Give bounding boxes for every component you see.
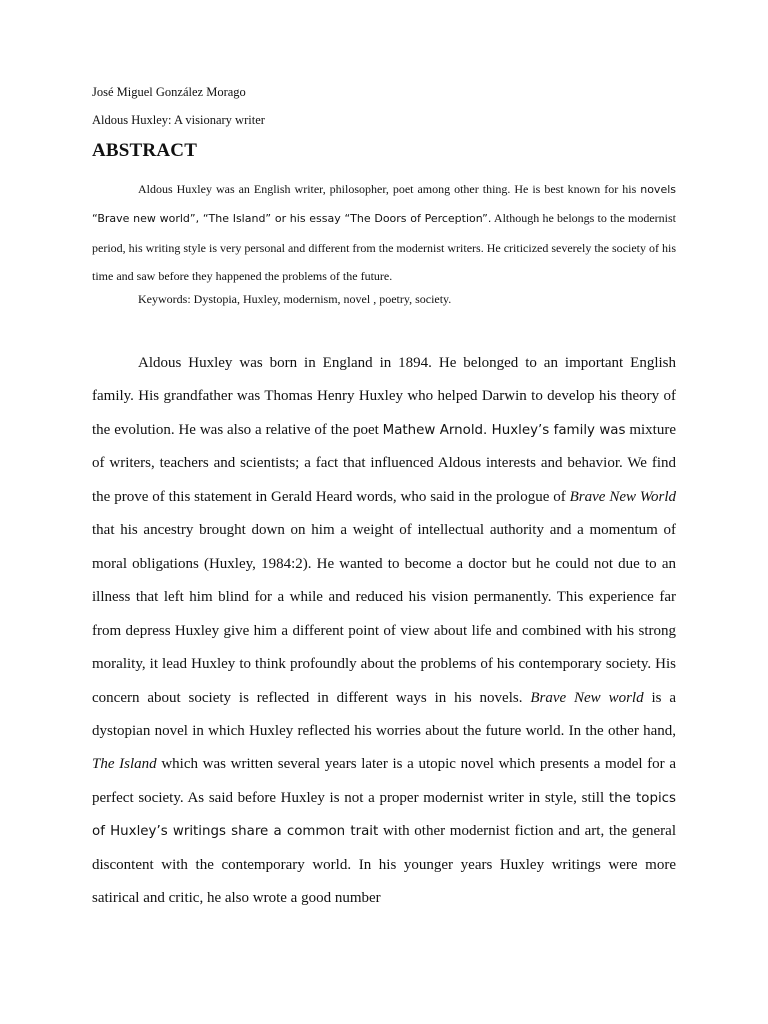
body-text-5: is a dystopian novel in which Huxley reflected his worries about the future world. In the other hand,	[92, 689, 676, 739]
body-italic-2: Brave New world	[530, 689, 644, 706]
body-text-8: with other modernist fiction and art, the general discontent with the contemporary world. In his younger years Huxley writings were more satirical and critic, he also wrote a good number	[92, 823, 676, 907]
author-name: José Miguel González Morago	[92, 85, 246, 99]
body-text-1: Aldous Huxley was born in England in 1894. He belonged to an important English family. His grandfather was Thomas Henry Huxley who helped Darwin to develop his theory of the evolution. He was also a relative of the poet	[92, 355, 676, 438]
body-text-3: mixture of writers, teachers and scientists; a fact that influenced Aldous interests and behavior. We find the prove of this statement in Gerald Heard words, who said in the prologue of	[92, 421, 677, 505]
body-text-4: that his ancestry brought down on him a weight of intellectual authority and a momentum of moral obligations (Huxley, 1984:2). He wanted to become a doctor but he could not due to an illness that left him blind for a while and reduced his vision permanently. This experience far from depress Huxley give him a different point of view about life and combined with his strong morality, it lead Huxley to think profoundly about the problems of his contemporary society. His concern about society is reflected in different ways in his novels.	[92, 522, 676, 706]
abstract-paragraph	[92, 175, 676, 290]
body-italic-3: The Island	[92, 756, 157, 773]
body-italic-1: Brave New World	[569, 488, 677, 505]
document-title: Aldous Huxley: A visionary writer	[92, 113, 265, 127]
abstract-text-1: Aldous Huxley was an English writer, philosopher, poet among other thing. He is best known for his	[138, 182, 637, 196]
abstract-text-3: Although he belongs to the modernist period, his writing style is very personal and different from the modernist writers. He criticized severely the society of his time and saw before they happened the problems of the future.	[92, 211, 676, 283]
body-text-2: Mathew Arnold. Huxley’s family was	[382, 422, 626, 438]
abstract-heading: ABSTRACT	[92, 140, 198, 161]
body-text-7: the topics of Huxley’s writings share a common trait	[92, 790, 677, 840]
body-paragraph	[92, 347, 676, 916]
body-text-6: which was written several years later is a utopic novel which presents a model for a perfect society. As said before Huxley is not a proper modernist writer in style, still	[92, 756, 676, 806]
abstract-keywords: Keywords: Dystopia, Huxley, modernism, novel , poetry, society.	[138, 292, 452, 306]
abstract-text-2: novels “Brave new world”, “The Island” or his essay “The Doors of Perception”.	[92, 183, 677, 226]
